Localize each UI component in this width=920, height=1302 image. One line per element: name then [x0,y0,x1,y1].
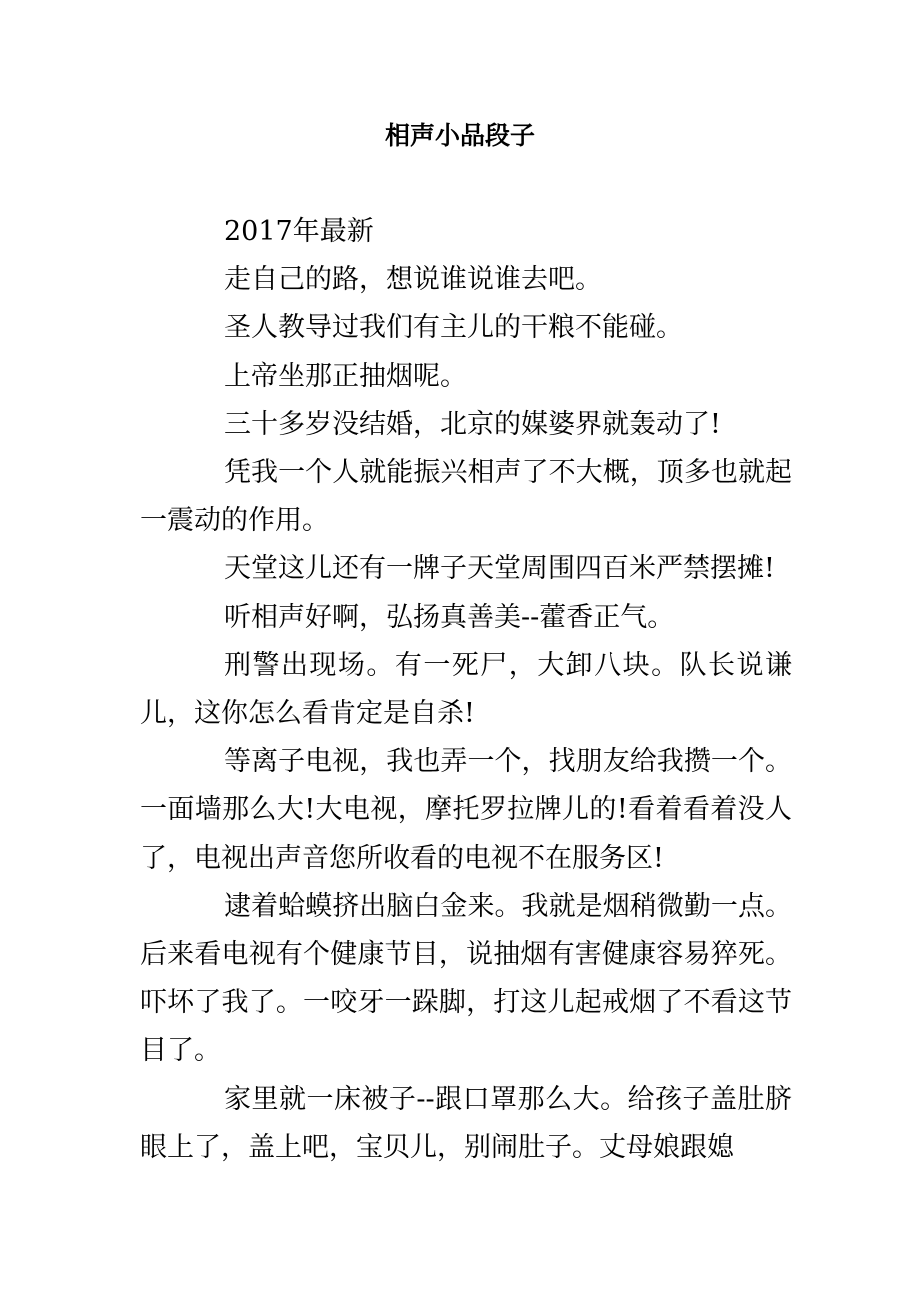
paragraph: 上帝坐那正抽烟呢。 [224,360,467,392]
document-body [140,208,792,1172]
paragraph: 刑警出现场。有一死尸，大卸八块。队长说谦儿，这你怎么看肯定是自杀! [140,649,792,730]
paragraph: 听相声好啊，弘扬真善美--藿香正气。 [224,601,675,633]
paragraph: 家里就一床被子--跟口罩那么大。给孩子盖肚脐眼上了，盖上吧，宝贝儿，别闹肚子。丈母娘跟媳 [140,1083,792,1163]
paragraph: 圣人教导过我们有主儿的干粮不能碰。 [224,312,683,344]
paragraph: 凭我一个人就能振兴相声了不大概，顶多也就起一震动的作用。 [140,457,792,537]
paragraph: 天堂这儿还有一牌子天堂周围四百米严禁摆摊! [224,553,775,585]
paragraph: 三十多岁没结婚，北京的媒婆界就轰动了! [224,408,721,440]
paragraph: 2017年最新 [224,216,374,247]
paragraph: 逮着蛤蟆挤出脑白金来。我就是烟稍微勤一点。后来看电视有个健康节目，说抽烟有害健康容易猝死。吓坏了我了。一咬牙一跺脚，打这儿起戒烟了不看这节目了。 [140,890,792,1067]
document-title: 相声小品段子 [384,121,535,150]
paragraph: 等离子电视，我也弄一个，找朋友给我攒一个。一面墙那么大!大电视，摩托罗拉牌儿的!看着看着没人了，电视出声音您所收看的电视不在服务区! [140,746,792,874]
paragraph: 走自己的路，想说谁说谁去吧。 [224,264,602,296]
